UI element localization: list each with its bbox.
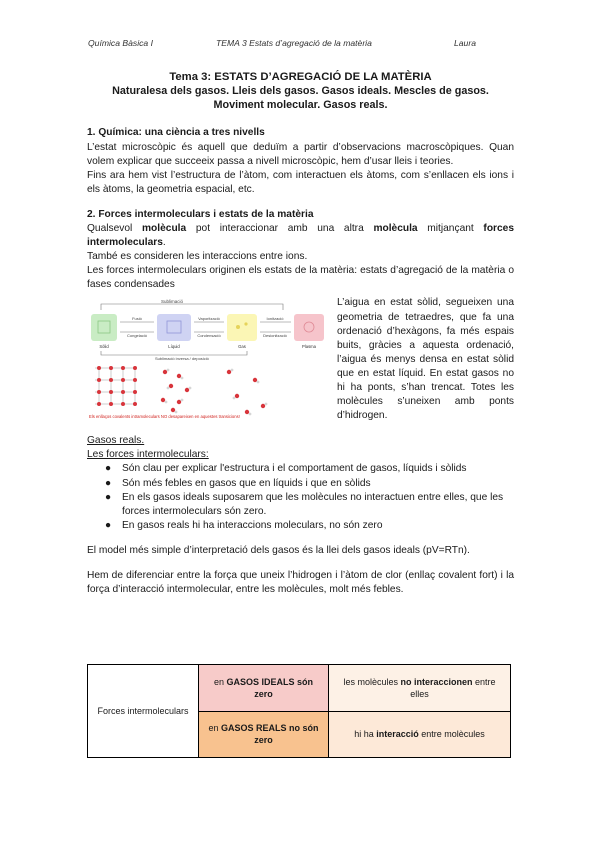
running-header [88, 38, 512, 52]
header-course: Química Bàsica I [88, 38, 153, 48]
text-run: en [208, 723, 221, 734]
list-item-text: Són més febles en gasos que en líquids i que en sòlids [122, 477, 371, 489]
gas-particle-icon [244, 323, 247, 326]
gasos-reals-heading: Gasos reals. [87, 435, 145, 447]
text-run-bold: molècula [142, 222, 187, 234]
section-1-paragraph-1: L’estat microscòpic és aquell que deduïm a partir d’observacions macroscòpiques. Quan volem explicar que succeeix passa a nivell microscòpic, hem d’usar lleis i teories. [87, 141, 514, 167]
text-run-bold: no interaccionen [400, 676, 473, 687]
water-structure-paragraph: L’aigua en estat sòlid, segueixen una geometria de tetraedres, que fa una ordenació d’hexàgons, fa més espais buits, gràcies a aquesta ordenació, l’aigua és menys densa en estat sòlid que en estat líquid. En estat gasos no hi ha ponts, s’han trencat. Totes les molècules s’uneixen amb ponts d’hidrogen. [337, 297, 514, 422]
document-title: Tema 3: ESTATS D’AGREGACIÓ DE LA MATÈRIA [169, 71, 432, 83]
figure-caption: Els enllaços covalents intramoleculars NO desapareixen en aquestes transicions! [89, 414, 240, 420]
text-run: entre elles [410, 676, 496, 699]
state-liquid-label: Líquid [168, 344, 180, 350]
figure-row [87, 296, 514, 423]
list-item-text: En gasos reals hi ha interaccions moleculars, no són zero [122, 519, 383, 531]
subtitle-line-1: Naturalesa dels gasos. Lleis dels gasos. Gasos ideals. Mescles de gasos. [112, 85, 489, 97]
transition-label: Vaporització [198, 316, 220, 322]
transition-label: Condensació [197, 333, 221, 339]
sublimation-label: Sublimació [161, 299, 184, 305]
table-row-header: Forces intermoleculars [88, 665, 199, 757]
forces-bullet-list [105, 462, 514, 532]
text-run-bold: GASOS IDEALS són zero [226, 676, 314, 699]
document-subtitle [87, 84, 514, 112]
list-item [105, 477, 514, 491]
section-2-paragraph-3: Les forces intermoleculars originen els estats de la matèria: estats d’agregació de la matèria o fases condensades [87, 265, 514, 291]
transition-label: Fusió [132, 316, 142, 322]
table-cell-ideal-gases [199, 665, 328, 712]
states-of-matter-figure [87, 296, 332, 421]
table-cell-real-gases [199, 712, 328, 758]
table-condition-column [199, 665, 329, 757]
list-item [105, 462, 514, 476]
document-body [87, 70, 514, 597]
gas-water-molecules [227, 369, 268, 416]
list-item [105, 491, 514, 519]
solid-box [91, 314, 117, 341]
covalent-vs-intermolecular-paragraph: Hem de diferenciar entre la força que uneix l’hidrogen i l’àtom de clor (enllaç covalent fort) i la força d’interacció intermolecular, entre les molècules, molt més febles. [87, 570, 514, 596]
transition-label: Congelació [126, 333, 148, 339]
forces-subheading: Les forces intermoleculars: [87, 449, 209, 461]
transition-label: Desionització [263, 333, 287, 339]
plasma-box [294, 314, 324, 341]
table-cell-no-interaction [329, 665, 510, 712]
ideal-gas-law-paragraph: El model més simple d’interpretació dels gasos és la llei dels gasos ideals (pV=RTn). [87, 544, 470, 556]
state-gas-label: Gas [238, 344, 246, 350]
text-run: pot interaccionar amb una altra [186, 222, 374, 234]
list-item-text: Són clau per explicar l'estructura i el comportament de gasos, líquids i sòlids [122, 463, 467, 475]
header-topic: TEMA 3 Estats d’agregació de la matèria [216, 38, 372, 48]
text-run: . [162, 237, 166, 249]
table-meaning-column [329, 665, 510, 757]
text-run: Qualsevol [87, 222, 142, 234]
deposition-label: Sublimació inversa / deposició [155, 356, 209, 362]
text-run-bold: forces intermoleculars [87, 222, 514, 249]
text-run-bold: GASOS REALS no són zero [221, 723, 319, 746]
section-2-heading: 2. Forces intermoleculars i estats de la matèria [87, 208, 314, 220]
header-author: Laura [454, 38, 476, 48]
ice-lattice-molecules [95, 366, 137, 406]
text-run: les molècules [343, 676, 401, 687]
gas-box [227, 314, 257, 341]
liquid-box [157, 314, 191, 341]
ice-oxygen-atoms [97, 366, 137, 406]
bullet-icon: ● [105, 463, 112, 475]
text-run: mitjançant [417, 222, 484, 234]
transition-label: Ionització [266, 316, 284, 322]
section-1-heading: 1. Química: una ciència a tres nivells [87, 127, 265, 139]
text-run-bold: molècula [373, 222, 418, 234]
bullet-icon: ● [105, 519, 112, 531]
text-run-bold: interacció [376, 729, 419, 740]
text-run: en [213, 676, 227, 687]
section-1-paragraph-2: Fins ara hem vist l’estructura de l’àtom, com interactuen els àtoms, com s’enllacen els ions i els àtoms, la geometria espacial, etc. [87, 169, 514, 195]
text-run: hi ha [354, 729, 377, 740]
list-item [105, 519, 514, 533]
table-cell-interaction [329, 712, 510, 758]
section-2-paragraph-2: També es consideren les interaccions entre ions. [87, 251, 308, 263]
states-diagram [87, 296, 332, 421]
bullet-icon: ● [105, 477, 112, 489]
state-plasma-label: Plasma [302, 344, 316, 350]
liquid-water-molecules [161, 369, 192, 414]
sublimation-arrow [101, 304, 283, 310]
subtitle-line-2: Moviment molecular. Gasos reals. [213, 99, 388, 112]
deposition-arrow [101, 351, 247, 355]
state-solid-label: Sòlid [99, 344, 109, 350]
gas-particle-icon [236, 325, 240, 329]
text-run: entre molècules [418, 729, 485, 740]
forces-summary-table [87, 664, 511, 758]
list-item-text: En els gasos ideals suposarem que les molècules no interactuen entre elles, que les forces intermoleculars són zero. [122, 491, 504, 517]
bullet-icon: ● [105, 491, 112, 503]
section-2-paragraph-1 [87, 222, 514, 250]
